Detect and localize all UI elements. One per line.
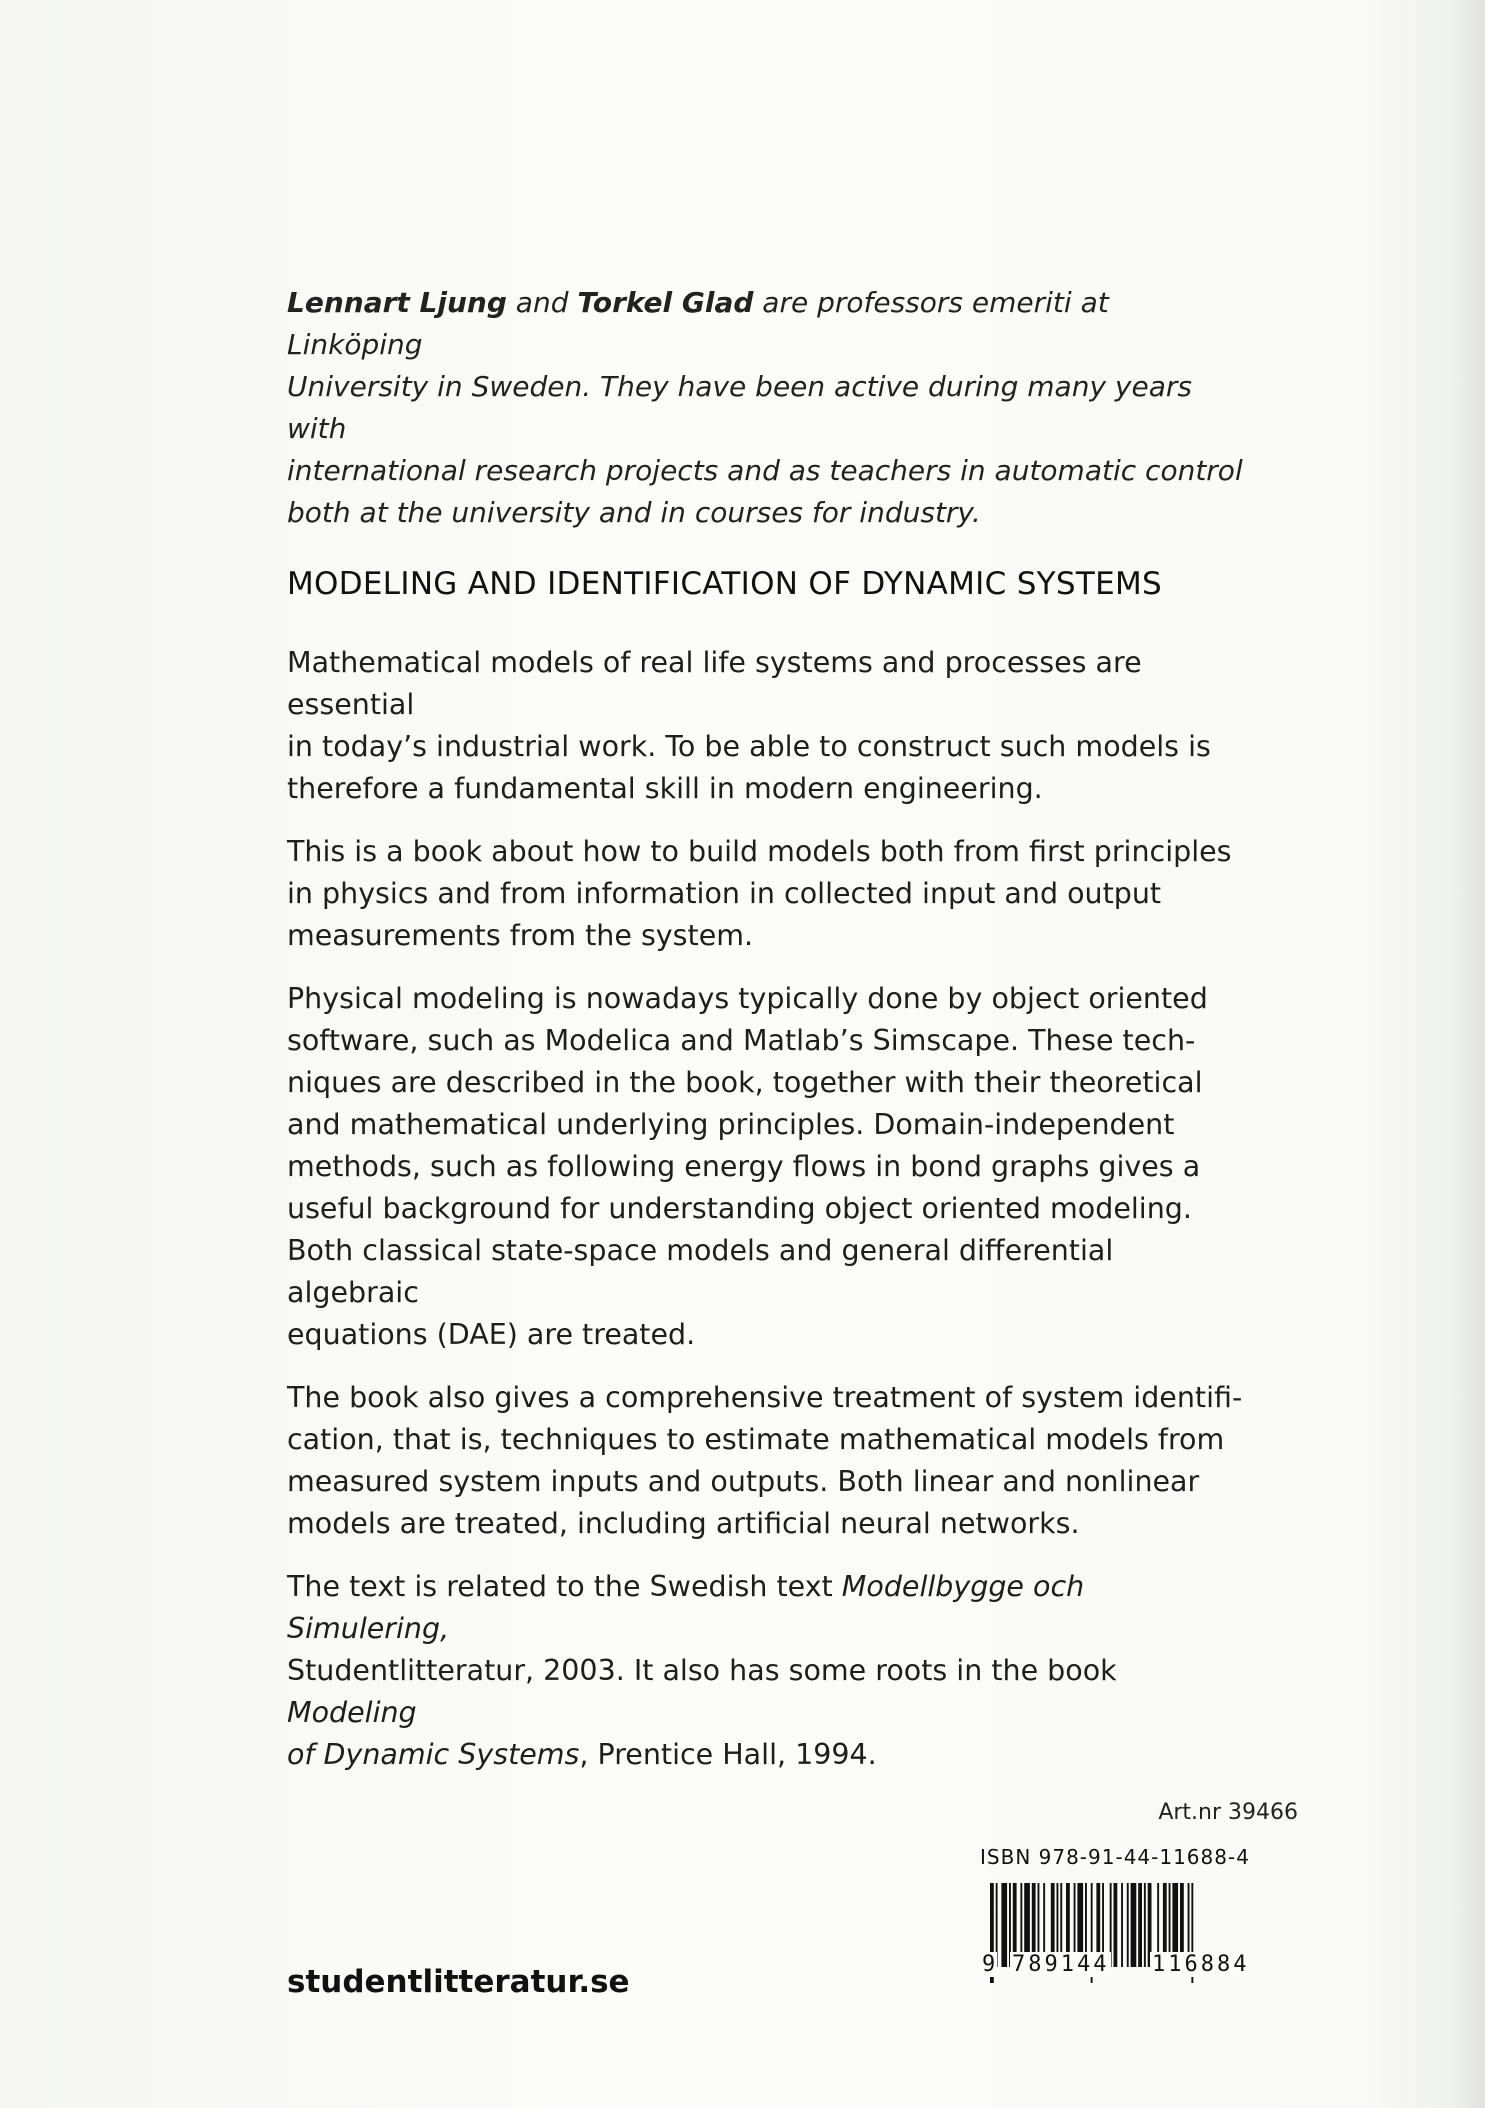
book-title-swedish: Modellbygge och Simulering,	[287, 1570, 1085, 1645]
description-body	[287, 642, 1247, 1797]
paragraph-line: Mathematical models of real life systems and processes are essential	[287, 646, 1142, 721]
cover-edge-shading	[1455, 0, 1485, 2108]
publisher-website: studentlitteratur.se	[287, 1964, 630, 2000]
paragraph-line: equations (DAE) are treated.	[287, 1318, 696, 1351]
authors-blurb-line: both at the university and in courses for industry.	[287, 496, 981, 529]
article-number: Art.nr 39466	[1158, 1800, 1298, 1825]
paragraph-line: useful background for understanding object oriented modeling.	[287, 1192, 1192, 1225]
authors-blurb-line: international research projects and as teachers in automatic control	[287, 454, 1243, 487]
paragraph-text: , Prentice Hall, 1994.	[579, 1738, 877, 1771]
author-name-1: Lennart Ljung	[287, 286, 507, 319]
paragraph-line: in physics and from information in collected input and output	[287, 877, 1162, 910]
paragraph-text: Studentlitteratur, 2003. It also has some roots in the book	[287, 1654, 1117, 1687]
book-title-english: of Dynamic Systems	[287, 1738, 580, 1771]
barcode-digits-left: 789144	[1012, 1952, 1110, 1977]
paragraph-line: models are treated, including artificial neural networks.	[287, 1507, 1080, 1540]
paragraph-text: The text is related to the Swedish text	[287, 1570, 842, 1603]
paragraph-line: methods, such as following energy flows in bond graphs gives a	[287, 1150, 1201, 1183]
barcode-digits-right: 116884	[1152, 1952, 1250, 1977]
paragraph-line: and mathematical underlying principles. Domain-independent	[287, 1108, 1175, 1141]
paragraph-2	[287, 831, 1247, 957]
paragraph-line: The book also gives a comprehensive treatment of system identifi-	[287, 1381, 1243, 1414]
paragraph-line: Both classical state-space models and general differential algebraic	[287, 1234, 1114, 1309]
paragraph-line: software, such as Modelica and Matlab’s Simscape. These tech-	[287, 1024, 1196, 1057]
barcode-digit-first: 9	[982, 1952, 996, 1977]
isbn-label: ISBN 978-91-44-11688-4	[980, 1845, 1250, 1869]
book-title-english: Modeling	[287, 1696, 417, 1729]
paragraph-line: measurements from the system.	[287, 919, 754, 952]
authors-blurb-line: are professors emeriti at Linköping	[287, 286, 1109, 361]
author-connector: and	[506, 286, 578, 319]
paragraph-3	[287, 978, 1247, 1356]
paragraph-line: in today’s industrial work. To be able to construct such models is	[287, 730, 1211, 763]
paragraph-5	[287, 1566, 1247, 1776]
paragraph-line: Physical modeling is nowadays typically done by object oriented	[287, 982, 1208, 1015]
paragraph-line: measured system inputs and outputs. Both linear and nonlinear	[287, 1465, 1200, 1498]
barcode-digits	[980, 1952, 1300, 1982]
paragraph-line: niques are described in the book, together with their theoretical	[287, 1066, 1203, 1099]
author-name-2: Torkel Glad	[577, 286, 754, 319]
section-title: MODELING AND IDENTIFICATION OF DYNAMIC SYSTEMS	[287, 566, 1163, 602]
paragraph-1	[287, 642, 1247, 810]
paragraph-line: cation, that is, techniques to estimate mathematical models from	[287, 1423, 1225, 1456]
authors-blurb-line: University in Sweden. They have been active during many years with	[287, 370, 1192, 445]
paragraph-line: therefore a fundamental skill in modern engineering.	[287, 772, 1043, 805]
paragraph-4	[287, 1377, 1247, 1545]
authors-blurb	[287, 282, 1247, 534]
paragraph-line: This is a book about how to build models both from first principles	[287, 835, 1232, 868]
